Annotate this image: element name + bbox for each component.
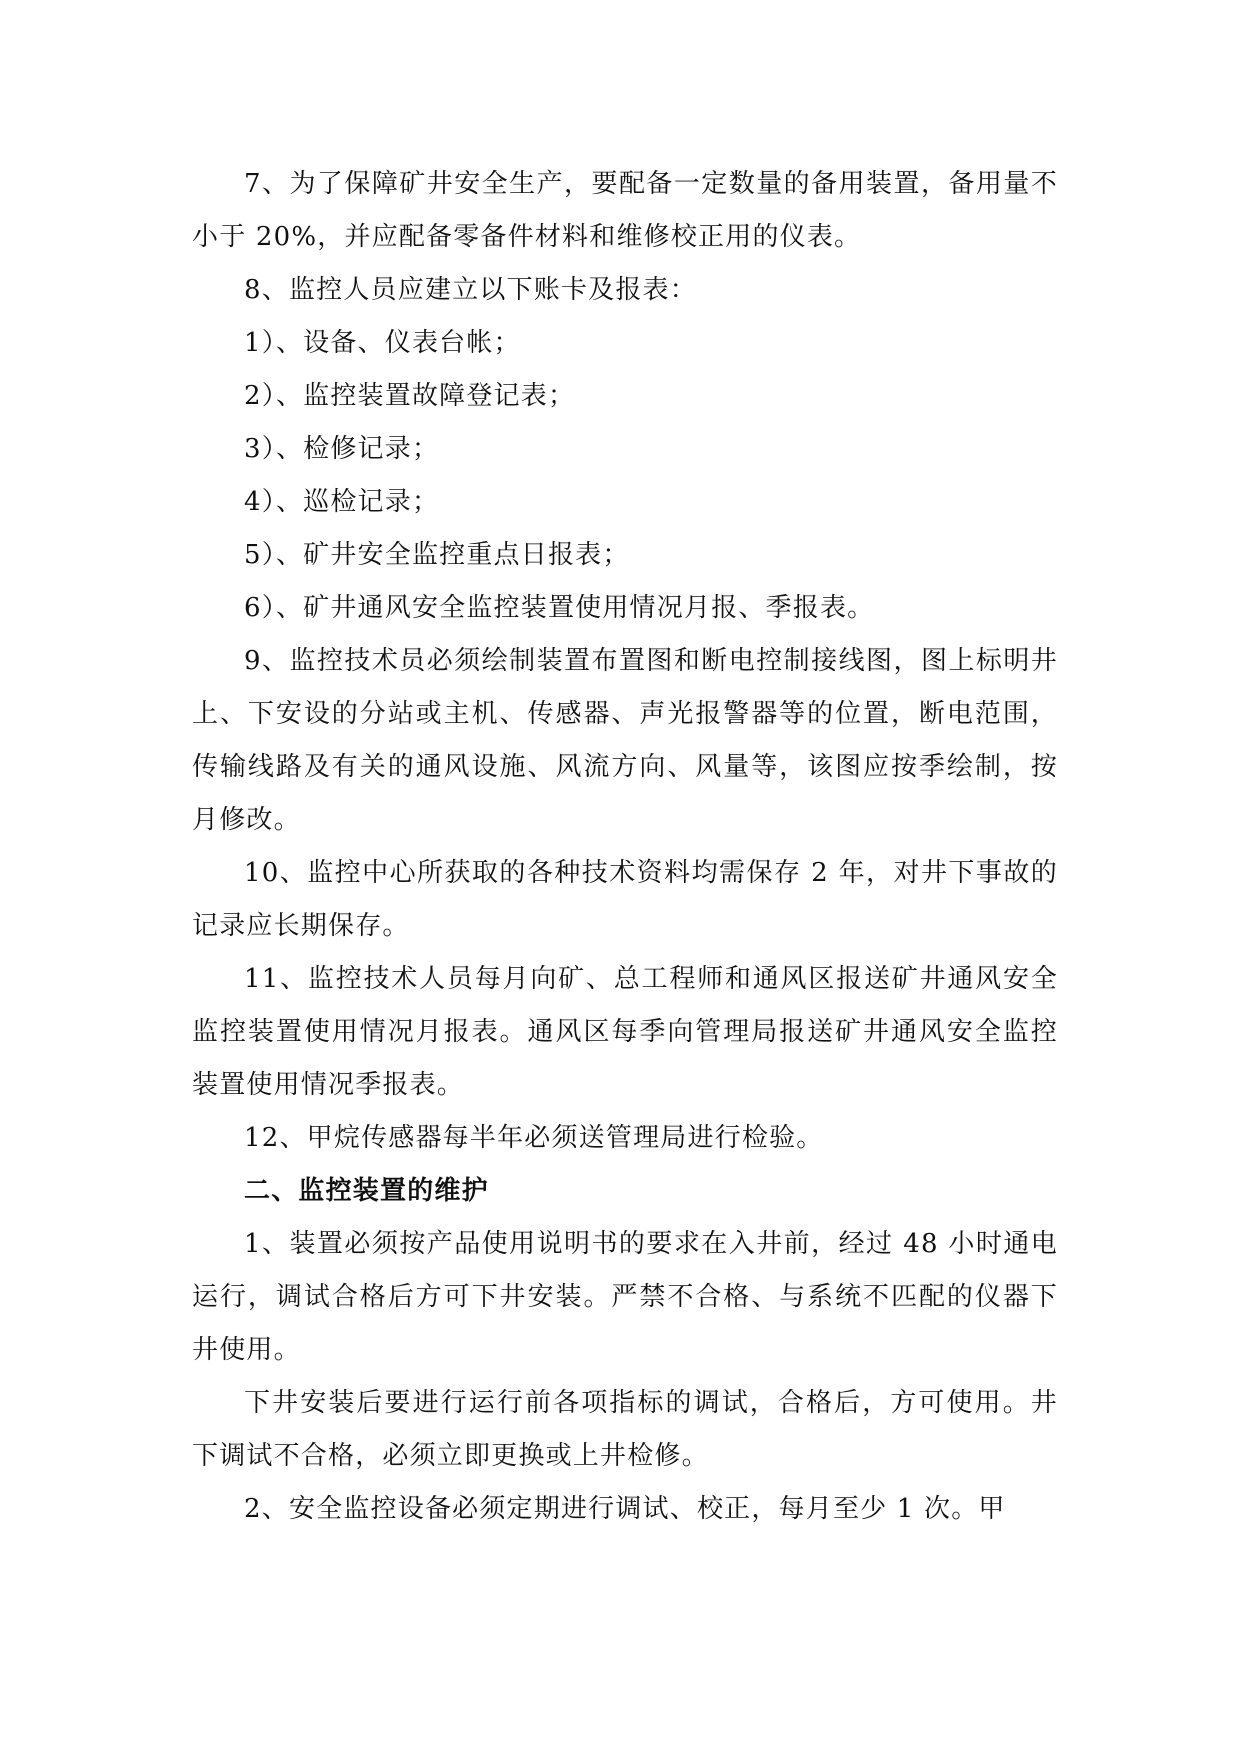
paragraph-item-11: 11、监控技术人员每月向矿、总工程师和通风区报送矿井通风安全监控装置使用情况月报表。通风区每季向管理局报送矿井通风安全监控装置使用情况季报表。 — [192, 964, 1058, 1100]
paragraph-maintenance-1: 1、装置必须按产品使用说明书的要求在入井前，经过 48 小时通电运行，调试合格后方可下井安装。严禁不合格、与系统不匹配的仪器下井使用。 — [192, 1229, 1058, 1365]
list-item-monthly-quarterly-report: 6）、矿井通风安全监控装置使用情况月报、季报表。 — [244, 593, 875, 623]
paragraph-item-9: 9、监控技术员必须绘制装置布置图和断电控制接线图，图上标明井上、下安设的分站或主机、传感器、声光报警器等的位置，断电范围，传输线路及有关的通风设施、风流方向、风量等，该图应按季绘制，按月修改。 — [192, 646, 1058, 835]
list-item-ledger: 1）、设备、仪表台帐； — [244, 328, 521, 358]
paragraph-item-10: 10、监控中心所获取的各种技术资料均需保存 2 年，对井下事故的记录应长期保存。 — [192, 858, 1058, 941]
list-item-repair-record: 3）、检修记录； — [244, 434, 440, 464]
section-heading: 二、监控装置的维护 — [244, 1176, 489, 1206]
paragraph-maintenance-install: 下井安装后要进行运行前各项指标的调试，合格后，方可使用。井下调试不合格，必须立即更换或上井检修。 — [192, 1388, 1058, 1471]
paragraph-item-8: 8、监控人员应建立以下账卡及报表： — [244, 275, 697, 305]
paragraph-item-7: 7、为了保障矿井安全生产，要配备一定数量的备用装置，备用量不小于 20%，并应配备零备件材料和维修校正用的仪表。 — [192, 169, 1058, 252]
paragraph-maintenance-2: 2、安全监控设备必须定期进行调试、校正，每月至少 1 次。甲 — [244, 1494, 1006, 1524]
list-item-inspection-record: 4）、巡检记录； — [244, 487, 440, 517]
list-item-fault-log: 2）、监控装置故障登记表； — [244, 381, 576, 411]
list-item-daily-report: 5）、矿井安全监控重点日报表； — [244, 540, 630, 570]
paragraph-item-12: 12、甲烷传感器每半年必须送管理局进行检验。 — [244, 1123, 824, 1153]
document-page — [192, 158, 1058, 1536]
